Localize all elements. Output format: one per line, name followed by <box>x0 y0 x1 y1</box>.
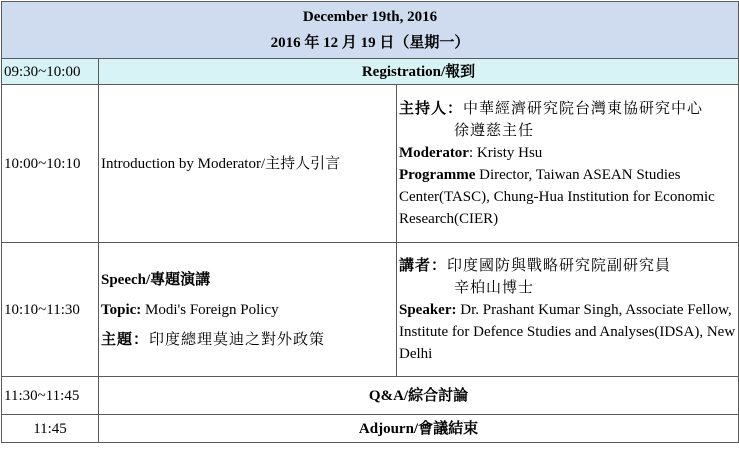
registration-row <box>2 59 739 85</box>
session-title: Introduction by Moderator/主持人引言 <box>99 85 397 243</box>
speaker-label: Speaker: <box>399 301 457 318</box>
time-cell: 11:30~11:45 <box>2 377 99 415</box>
time-cell: 11:45 <box>2 415 99 443</box>
moderator-cell <box>397 85 739 243</box>
host-name: 徐遵慈主任 <box>454 122 535 139</box>
qa-row <box>2 377 739 415</box>
speaker-zh-org: 印度國防與戰略研究院副研究員 <box>447 257 672 274</box>
programme-line <box>399 164 736 230</box>
registration-title: Registration/報到 <box>99 59 739 85</box>
time-cell: 10:10~11:30 <box>2 243 99 377</box>
topic-line <box>101 295 394 325</box>
host-label: 主持人： <box>399 100 464 117</box>
speech-cell <box>99 243 397 377</box>
speaker-zh-label: 講者： <box>399 257 448 274</box>
header-row <box>2 2 739 59</box>
speaker-line <box>399 299 736 365</box>
host-org: 中華經濟研究院台灣東協研究中心 <box>463 100 704 117</box>
introduction-row <box>2 85 739 243</box>
zh-topic-line <box>101 325 394 355</box>
moderator-line <box>399 142 736 164</box>
host-line <box>399 98 736 120</box>
speech-label: Speech/專題演講 <box>101 271 211 288</box>
programme-label: Programme <box>399 166 476 183</box>
agenda-table <box>1 1 739 443</box>
programme-text: Director, Taiwan ASEAN Studies Center(TASC), Chung-Hua Institution for Economic Research(CIER) <box>399 166 715 227</box>
moderator-name: : Kristy Hsu <box>468 144 543 161</box>
speaker-zh-line <box>399 255 736 277</box>
date-en: December 19th, 2016 <box>302 9 438 25</box>
speaker-zh-name: 辛柏山博士 <box>454 279 535 296</box>
zh-topic-text: 印度總理莫迪之對外政策 <box>149 331 326 348</box>
adjourn-title: Adjourn/會議結束 <box>99 415 739 443</box>
speaker-cell <box>397 243 739 377</box>
date-zh: 2016 年 12 月 19 日（星期一） <box>270 35 470 51</box>
time-cell: 09:30~10:00 <box>2 59 99 85</box>
zh-topic-label: 主題： <box>101 331 150 348</box>
speaker-text: Dr. Prashant Kumar Singh, Associate Fellow, Institute for Defence Studies and Analyses(IDSA), New Delhi <box>399 301 736 362</box>
topic-text: Modi's Foreign Policy <box>141 301 279 318</box>
topic-label: Topic: <box>101 301 142 318</box>
moderator-label: Moderator <box>399 144 469 161</box>
time-cell: 10:00~10:10 <box>2 85 99 243</box>
adjourn-row <box>2 415 739 443</box>
date-header <box>2 2 739 59</box>
qa-title: Q&A/綜合討論 <box>99 377 739 415</box>
speech-row <box>2 243 739 377</box>
